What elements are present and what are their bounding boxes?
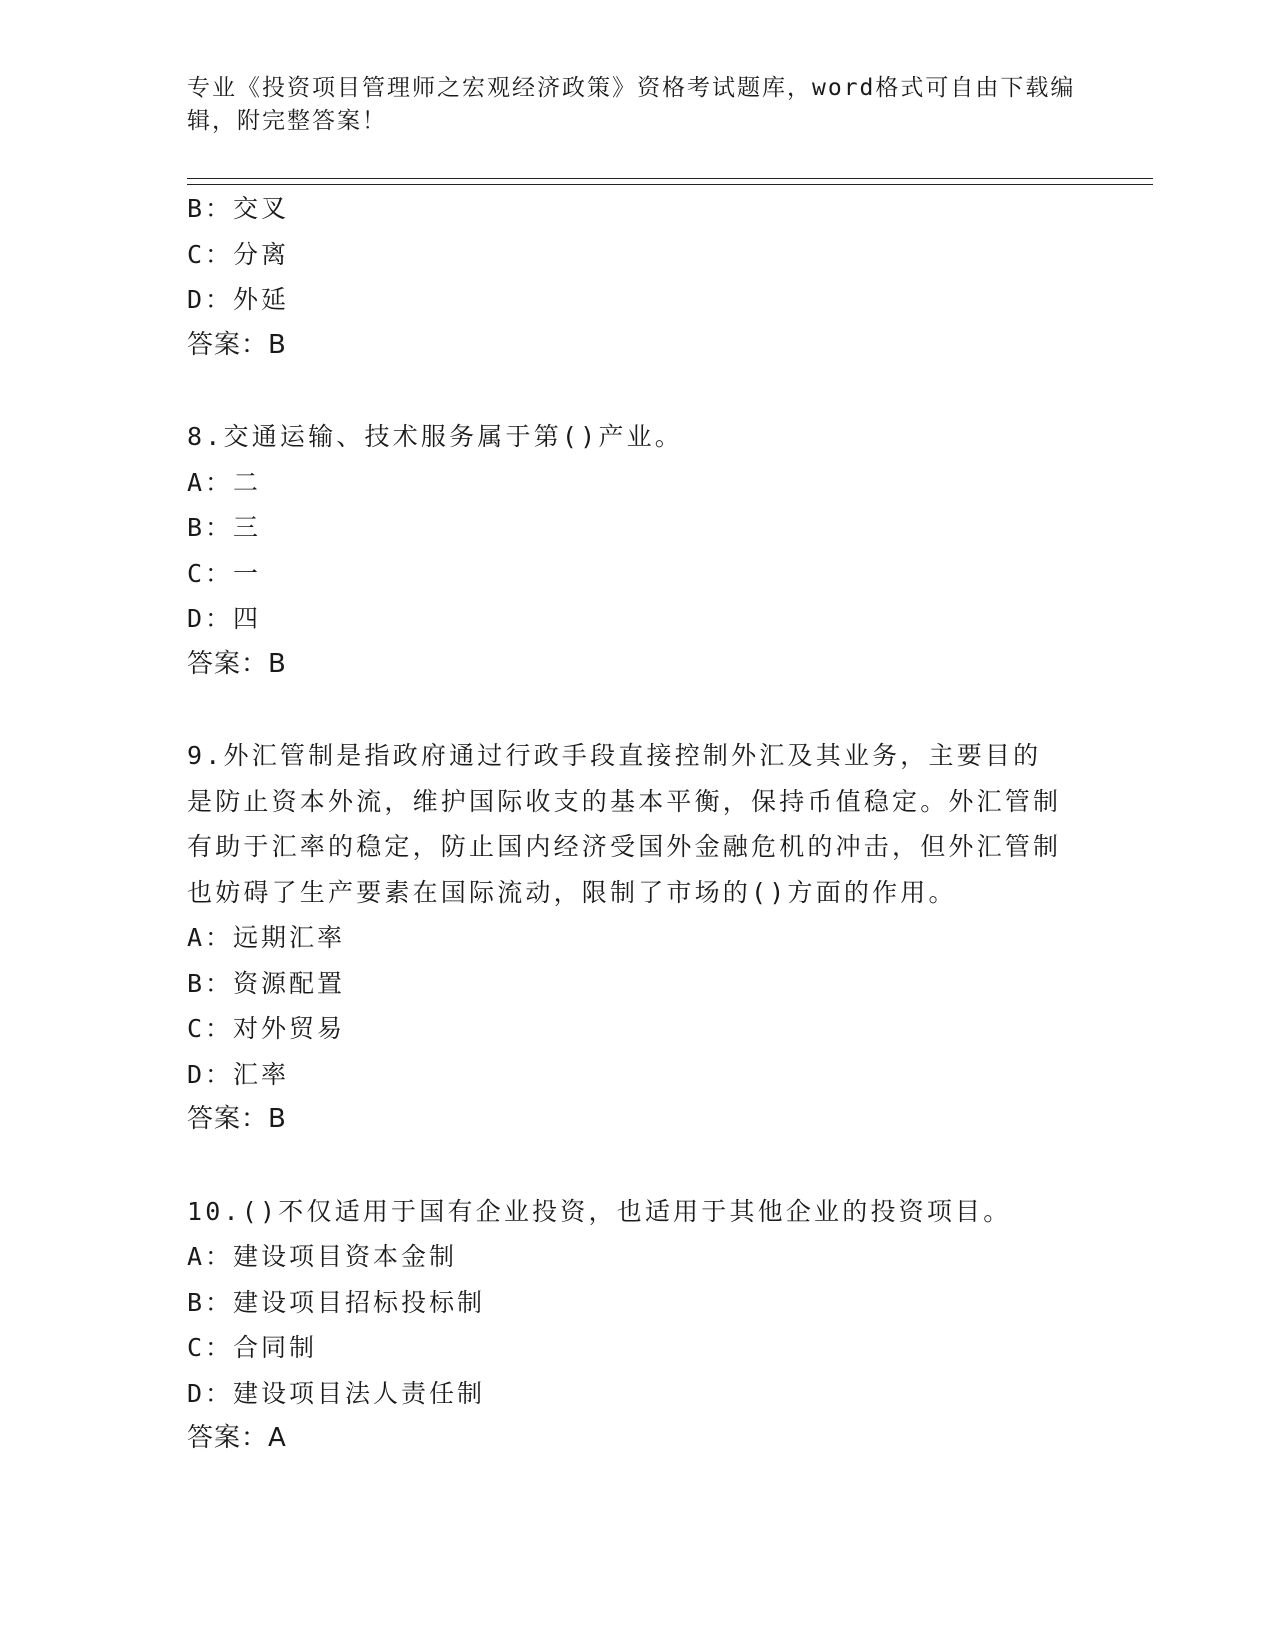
option-a: A：建设项目资本金制	[187, 1242, 458, 1271]
document-header: 专业《投资项目管理师之宏观经济政策》资格考试题库，word格式可自由下载编辑，附完整答案！	[187, 75, 1076, 134]
question-9	[187, 733, 1067, 1143]
question-stem: 8.交通运输、技术服务属于第()产业。	[187, 422, 684, 451]
option-a: A：二	[187, 467, 262, 497]
answer-line: 答案：A	[187, 1423, 287, 1453]
question-8	[187, 414, 1067, 687]
option-c: C：对外贸易	[187, 1014, 346, 1043]
option-d: D：汇率	[187, 1059, 290, 1089]
option-c: C：一	[187, 558, 262, 588]
option-c: C：合同制	[187, 1333, 318, 1362]
header-double-rule	[187, 178, 1153, 185]
option-b: B：三	[187, 513, 262, 542]
option-d: D：四	[187, 604, 262, 633]
question-10	[187, 1189, 1067, 1462]
question-stem: 9.外汇管制是指政府通过行政手段直接控制外汇及其业务，主要目的是防止资本外流，维护国际收支的基本平衡，保持币值稳定。外汇管制有助于汇率的稳定，防止国内经济受国外金融危机的冲击，但外汇管制也妨碍了生产要素在国际流动，限制了市场的()方面的作用。	[187, 741, 1062, 907]
option-b: B：建设项目招标投标制	[187, 1287, 486, 1317]
option-b: B：交叉	[187, 194, 290, 223]
option-b: B：资源配置	[187, 968, 346, 998]
answer-line: 答案：B	[187, 648, 287, 679]
option-c: C：分离	[187, 239, 290, 269]
option-a: A：远期汇率	[187, 923, 346, 952]
answer-line: 答案：B	[187, 1104, 287, 1134]
question-stem: 10.()不仅适用于国有企业投资，也适用于其他企业的投资项目。	[187, 1196, 1012, 1226]
option-d: D：建设项目法人责任制	[187, 1378, 486, 1408]
question-body	[187, 186, 1067, 1462]
option-d: D：外延	[187, 285, 290, 314]
answer-line: 答案：B	[187, 329, 287, 360]
question-7-continued	[187, 186, 1067, 368]
